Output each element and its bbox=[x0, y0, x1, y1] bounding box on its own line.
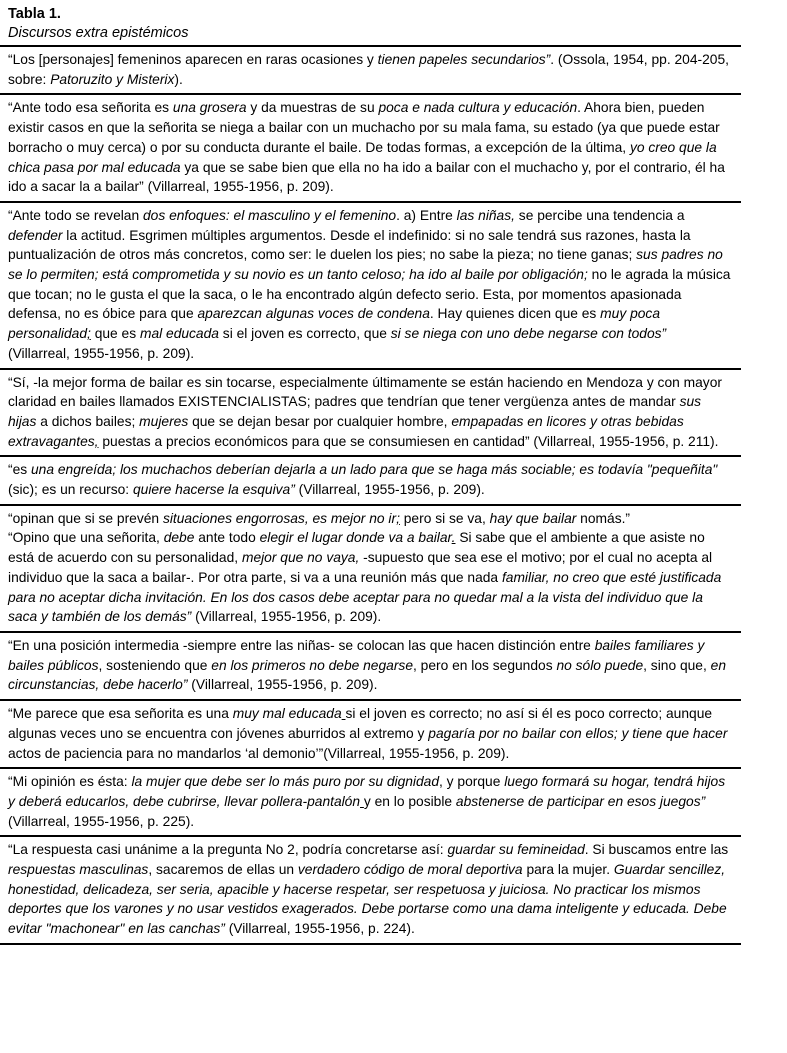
quote-paragraph bbox=[8, 528, 731, 627]
text-segment: “Ante todo se revelan bbox=[8, 207, 143, 223]
text-segment: las niñas, bbox=[456, 207, 515, 223]
text-segment: “Opino que una señorita, bbox=[8, 530, 164, 546]
text-segment: se percibe una tendencia a bbox=[514, 207, 685, 223]
text-segment: para la mujer. bbox=[522, 862, 614, 878]
text-segment: , bbox=[94, 433, 99, 449]
quote-paragraph bbox=[8, 460, 731, 499]
quote-paragraph bbox=[8, 772, 731, 831]
text-segment: aparezcan algunas voces de condena bbox=[197, 306, 430, 322]
quote-paragraph bbox=[8, 509, 731, 529]
text-segment: no sólo puede bbox=[556, 657, 644, 673]
text-segment: si se niega con uno debe negarse con todos” bbox=[390, 326, 667, 342]
text-segment: poca e nada cultura y educación bbox=[378, 100, 578, 116]
text-segment: tienen papeles secundarios” bbox=[377, 52, 551, 67]
text-segment: . bbox=[451, 530, 456, 546]
text-segment: guardar su femineidad bbox=[447, 842, 585, 858]
text-segment: . Si buscamos entre las bbox=[584, 842, 729, 858]
table-row bbox=[0, 506, 741, 633]
text-segment: y da muestras de su bbox=[246, 100, 379, 116]
text-segment: sus padres no se lo permiten; está comprometida y su novio es un tanto celoso; ha ido al baile por obligación; bbox=[8, 247, 723, 283]
text-segment: debe bbox=[163, 530, 195, 546]
text-segment: y en lo posible bbox=[363, 793, 456, 809]
text-segment: pero si se va, bbox=[399, 510, 490, 526]
table-row bbox=[0, 769, 741, 837]
text-segment: “Mi opinión es ésta: bbox=[8, 774, 132, 790]
text-segment: ya que se sabe bien que ella no ha ido a bailar con el muchacho y, por el contrario, él ha ido a sacar la a bailar” (Villarreal, 1955-1956, p. 209). bbox=[8, 159, 725, 195]
text-segment: (Villarreal, 1955-1956, p. 209). bbox=[8, 345, 195, 361]
table-subtitle: Discursos extra epistémicos bbox=[8, 25, 189, 41]
text-segment: mal educada bbox=[139, 326, 219, 342]
text-segment: -supuesto que sea ese el motivo; por el cual no acepta al individuo que la saca a bailar-. Por otra parte, si va a una reunión más que nada bbox=[8, 550, 713, 585]
text-segment: , sino que, bbox=[643, 657, 711, 673]
text-segment: en los primeros no debe negarse bbox=[211, 657, 413, 673]
text-segment: Patoruzito y Misterix bbox=[50, 71, 175, 87]
text-segment: muy mal educada bbox=[232, 706, 342, 722]
text-segment: a dichos bailes; bbox=[36, 413, 140, 429]
quote-paragraph bbox=[8, 98, 731, 197]
text-segment: no le agrada la música que tocan; no le gusta el que la saca, o le ha encontrado algún defecto serio. Esta, por momentos apasionada defensa, no es óbice para que bbox=[8, 267, 731, 322]
text-segment: “opinan que si se prevén bbox=[8, 510, 163, 526]
text-segment: si el joven es correcto, que bbox=[218, 326, 391, 342]
text-segment: situaciones engorrosas, es mejor no ir bbox=[162, 510, 397, 526]
text-segment: que se dejan besar por cualquier hombre, bbox=[188, 413, 452, 429]
text-segment: “es bbox=[8, 462, 31, 478]
text-segment: , sosteniendo que bbox=[98, 657, 212, 673]
text-segment: ). bbox=[174, 71, 183, 87]
table-row bbox=[0, 95, 741, 203]
text-segment: ante todo bbox=[194, 530, 260, 546]
text-segment: familiar, no creo que esté justificada para no aceptar dicha invitación. En los dos casos debe aceptar para no quedar mal a la vista del individuo que la saca y también de los demás” bbox=[8, 569, 722, 625]
text-segment: , pero en los segundos bbox=[413, 657, 557, 673]
text-segment: “En una posición intermedia -siempre entre las niñas- se colocan las que hacen distinción entre bbox=[8, 637, 595, 653]
text-segment: “La respuesta casi unánime a la pregunta No 2, podría concretarse así: bbox=[8, 842, 448, 858]
text-segment: (Villarreal, 1955-1956, p. 209). bbox=[187, 677, 378, 693]
text-segment: “Ante todo esa señorita es bbox=[8, 100, 173, 116]
text-segment: . (Ossola, 1954, pp. 204-205, sobre: bbox=[8, 52, 729, 87]
text-segment: (sic); es un recurso: bbox=[8, 482, 133, 498]
text-segment: . Ahora bien, pueden existir casos en que la señorita se niega a bailar con un muchacho por su mala fama, su estado (ya que puede estar borracho o muy cerca) o por su conducta durante el baile. De todas formas, a excepción de la última, bbox=[8, 100, 720, 155]
text-segment: “Sí, -la mejor forma de bailar es sin tocarse, especialmente últimamente se están haciendo en Mendoza y con mayor claridad en bailes llamados EXISTENCIALISTAS; padres que tendrían que tener vergüenza antes de mandar bbox=[8, 374, 722, 410]
text-segment: en circunstancias, debe hacerlo” bbox=[8, 657, 726, 693]
text-segment: . a) Entre bbox=[396, 207, 457, 223]
text-segment: respuestas masculinas bbox=[8, 862, 149, 878]
table-row bbox=[0, 203, 741, 370]
text-segment: (Villarreal, 1955-1956, p. 225). bbox=[8, 813, 195, 829]
text-segment: elegir el lugar donde va a bailar bbox=[259, 530, 452, 546]
table-row bbox=[0, 701, 741, 769]
quote-paragraph bbox=[8, 840, 731, 939]
text-segment: Si sabe que el ambiente a que asiste no está de acuerdo con su personalidad, bbox=[8, 530, 705, 566]
table-row bbox=[0, 633, 741, 701]
text-segment: nomás.” bbox=[576, 510, 631, 526]
quotes-table bbox=[0, 45, 741, 945]
text-segment: la mujer que debe ser lo más puro por su dignidad bbox=[131, 774, 440, 790]
text-segment: bailes familiares y bailes públicos bbox=[8, 637, 705, 673]
text-segment: “Los [personajes] femeninos aparecen en raras ocasiones y bbox=[8, 52, 378, 67]
table-row bbox=[0, 47, 741, 95]
quote-paragraph bbox=[8, 50, 731, 89]
text-segment: la actitud. Esgrimen múltiples argumentos. Desde el indefinido: si no sale tendrá sus razones, hasta la puntualización de otros más concretos, como ser: le duelen los pies; no sabe la pieza; no tiene ganas; bbox=[8, 227, 691, 263]
text-segment: yo creo que la chica pasa por mal educada bbox=[8, 139, 717, 175]
quote-paragraph bbox=[8, 206, 731, 364]
quote-paragraph bbox=[8, 373, 731, 452]
text-segment: ; bbox=[87, 326, 91, 342]
text-segment: , sacaremos de ellas un bbox=[148, 862, 298, 878]
text-segment: mejor que no vaya, bbox=[241, 550, 360, 566]
text-segment: actos de paciencia para no mandarlos ‘al demonio’”(Villarreal, 1955-1956, p. 209). bbox=[8, 745, 510, 761]
text-segment: “Me parece que esa señorita es una bbox=[8, 706, 233, 722]
text-segment: , y porque bbox=[439, 774, 505, 790]
text-segment: (Villarreal, 1955-1956, p. 209). bbox=[294, 482, 485, 498]
text-segment: Guardar sencillez, honestidad, delicadeza, ser seria, apacible y hacerse respetar, ser respetuosa y juiciosa. No practicar los mismos deportes que los varones y no usar vestidos exagerados. Debe portarse como una dama inteligente y educada. Debe evitar "machonear" en las canchas” bbox=[8, 862, 727, 937]
text-segment: . Hay quienes dicen que es bbox=[429, 306, 601, 322]
text-segment: luego formará su hogar, tendrá hijos y deberá educarlos, debe cubrirse, llevar pollera-pantalón bbox=[8, 774, 726, 809]
text-segment: ; bbox=[396, 510, 400, 526]
text-segment: verdadero código de moral deportiva bbox=[297, 862, 523, 878]
quote-paragraph bbox=[8, 636, 731, 695]
table-row bbox=[0, 457, 741, 505]
text-segment: (Villarreal, 1955-1956, p. 209). bbox=[191, 609, 382, 625]
text-segment: empapadas en licores y otras bebidas extravagantes bbox=[8, 413, 684, 449]
text-segment: puestas a precios económicos para que se consumiesen en cantidad” (Villarreal, 1955-1956, p. 211). bbox=[98, 433, 719, 449]
text-segment: dos enfoques: el masculino y el femenino bbox=[143, 207, 397, 223]
text-segment: mujeres bbox=[139, 413, 189, 429]
text-segment: defender bbox=[8, 227, 63, 243]
table-title: Tabla 1. bbox=[8, 6, 61, 22]
quote-paragraph bbox=[8, 704, 731, 763]
text-segment: que es bbox=[90, 326, 140, 342]
text-segment: una grosera bbox=[172, 100, 247, 116]
text-segment: abstenerse de participar en esos juegos” bbox=[455, 793, 706, 809]
text-segment: muy poca personalidad bbox=[8, 306, 660, 342]
text-segment: quiere hacerse la esquiva” bbox=[132, 482, 295, 498]
text-segment: pagaría por no bailar con ellos; y tiene que hacer bbox=[428, 725, 728, 741]
text-segment: sus hijas bbox=[8, 394, 702, 429]
text-segment: (Villarreal, 1955-1956, p. 224). bbox=[224, 921, 415, 937]
text-segment: una engreída; los muchachos deberían dejarla a un lado para que se haga más sociable; es todavía "pequeñita" bbox=[31, 462, 718, 478]
table-row bbox=[0, 370, 741, 458]
text-segment: hay que bailar bbox=[489, 510, 577, 526]
table-row bbox=[0, 837, 741, 945]
text-segment: si el joven es correcto; no así si él es poco correcto; aunque algunas veces uno se encuentra con jóvenes aburridos al extremo y bbox=[8, 706, 713, 741]
